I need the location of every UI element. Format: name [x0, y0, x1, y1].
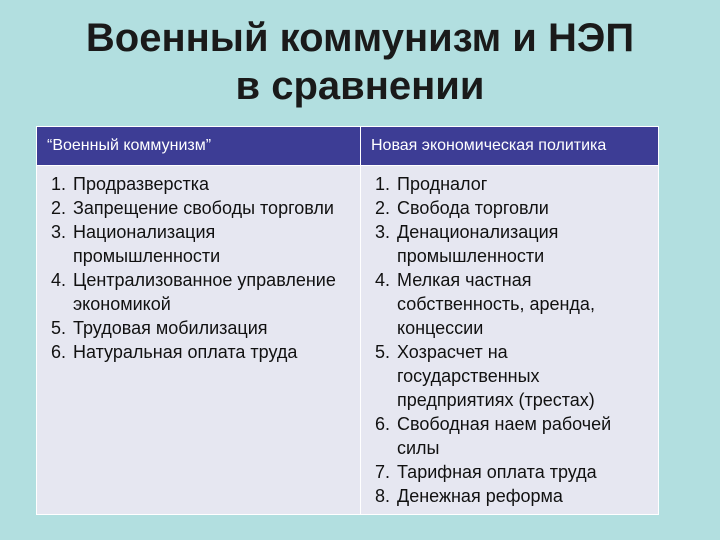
war-communism-list — [45, 172, 354, 364]
list-item: 6. Свободная наем рабочей силы — [395, 412, 652, 460]
list-item: 8. Денежная реформа — [395, 484, 652, 508]
header-war-communism: “Военный коммунизм” — [37, 127, 361, 166]
list-item: 2. Свобода торговли — [395, 196, 652, 220]
slide-title — [0, 14, 720, 110]
title-line-2: в сравнении — [235, 64, 485, 108]
list-item: 4. Мелкая частная собственность, аренда, концессии — [395, 268, 652, 340]
list-item: 3. Национализация промышленности — [71, 220, 354, 268]
list-item: 6. Натуральная оплата труда — [71, 340, 354, 364]
list-item: 5. Трудовая мобилизация — [71, 316, 354, 340]
list-item: 3. Денационализация промышленности — [395, 220, 652, 268]
title-line-1: Военный коммунизм и НЭП — [85, 16, 635, 60]
nep-list — [369, 172, 652, 508]
list-item: 7. Тарифная оплата труда — [395, 460, 652, 484]
list-item: 2. Запрещение свободы торговли — [71, 196, 354, 220]
war-communism-cell — [37, 166, 361, 515]
nep-cell — [361, 166, 659, 515]
list-item: 4. Централизованное управление экономикой — [71, 268, 354, 316]
comparison-table — [36, 126, 659, 515]
table-row — [37, 166, 659, 515]
list-item: 1. Продналог — [395, 172, 652, 196]
table-header-row — [37, 127, 659, 166]
list-item: 5. Хозрасчет на государственных предприятиях (трестах) — [395, 340, 652, 412]
list-item: 1. Продразверстка — [71, 172, 354, 196]
header-nep: Новая экономическая политика — [361, 127, 659, 166]
